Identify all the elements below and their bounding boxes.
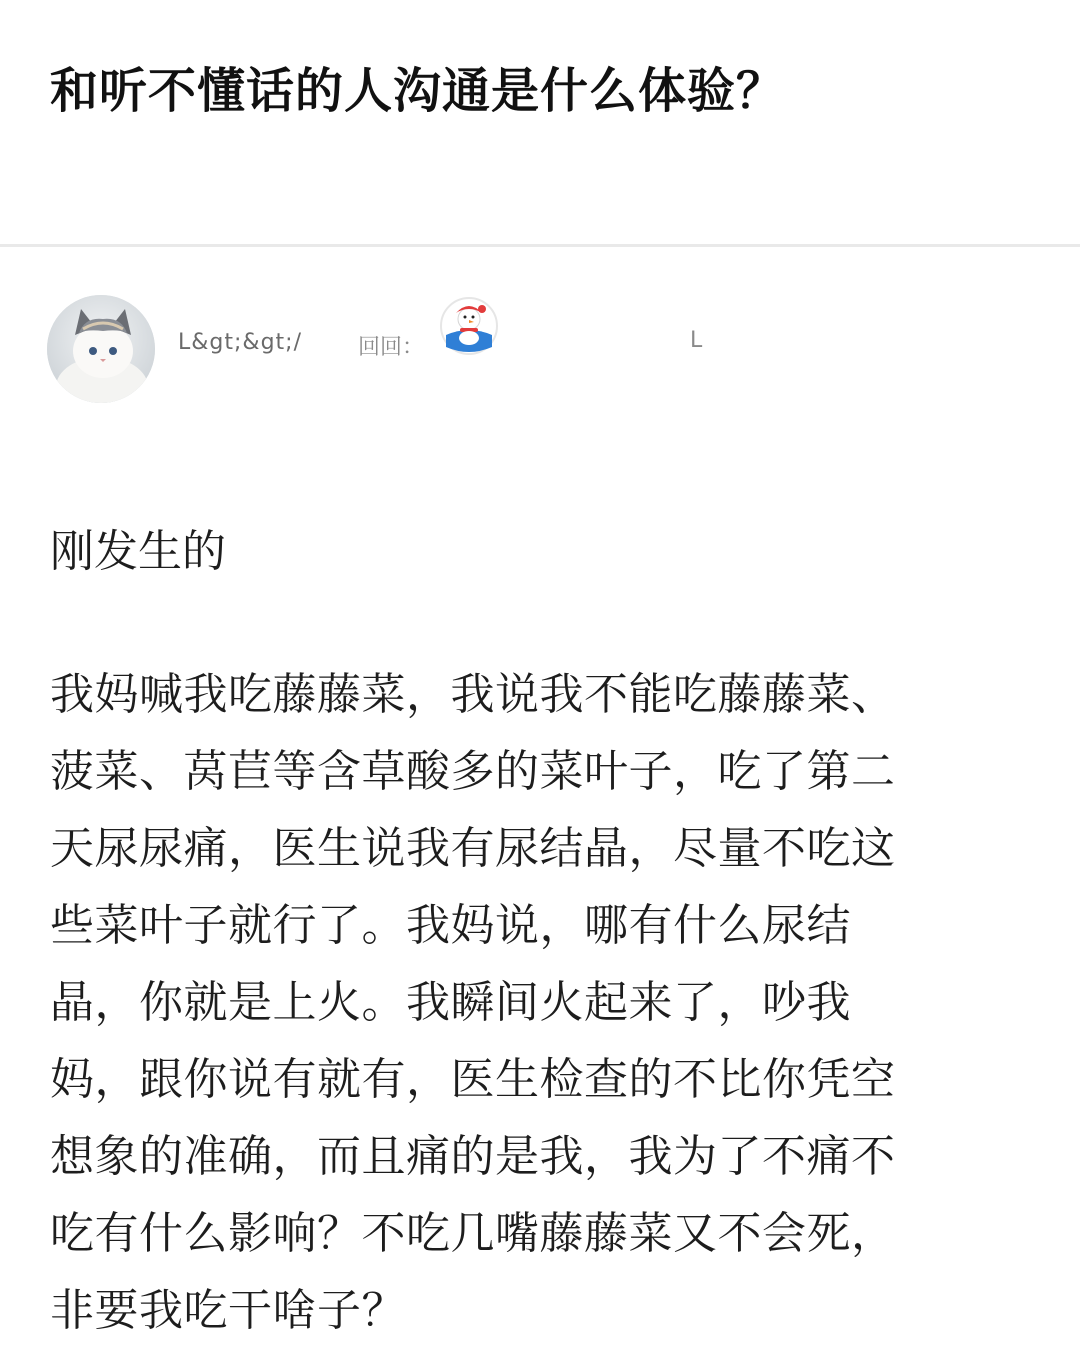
section-divider [0,244,1080,247]
answer-line: 妈，跟你说有就有，医生检查的不比你凭空 [50,1054,896,1105]
answer-line: 菠菜、莴苣等含草酸多的菜叶子，吃了第二 [50,746,896,797]
snowman-badge-icon [438,295,500,357]
answer-line: 天尿尿痛，医生说我有尿结晶，尽量不吃这 [50,823,896,874]
answer-line: 非要我吃干啥子？ [50,1285,406,1336]
answer-line: 想象的准确，而且痛的是我，我为了不痛不 [50,1131,896,1182]
question-header [0,0,1080,244]
cat-avatar-icon[interactable] [47,295,155,403]
author-meta: 回回： [358,335,425,360]
cat-avatar-image [47,295,155,403]
answer-line: 晶，你就是上火。我瞬间火起来了，吵我 [50,977,851,1028]
author-name[interactable]: L&gt;&gt;/ [178,330,302,355]
answer-line: 我妈喊我吃藤藤菜，我说我不能吃藤藤菜、 [50,669,896,720]
author-row[interactable] [0,290,1080,410]
author-trail: L [690,328,703,353]
answer-intro: 刚发生的 [50,526,226,577]
answer-line: 些菜叶子就行了。我妈说，哪有什么尿结 [50,900,851,951]
question-title: 和听不懂话的人沟通是什么体验？ [50,63,786,119]
answer-paragraph [50,656,1030,1349]
answer-line: 吃有什么影响？不吃几嘴藤藤菜又不会死， [50,1208,896,1259]
